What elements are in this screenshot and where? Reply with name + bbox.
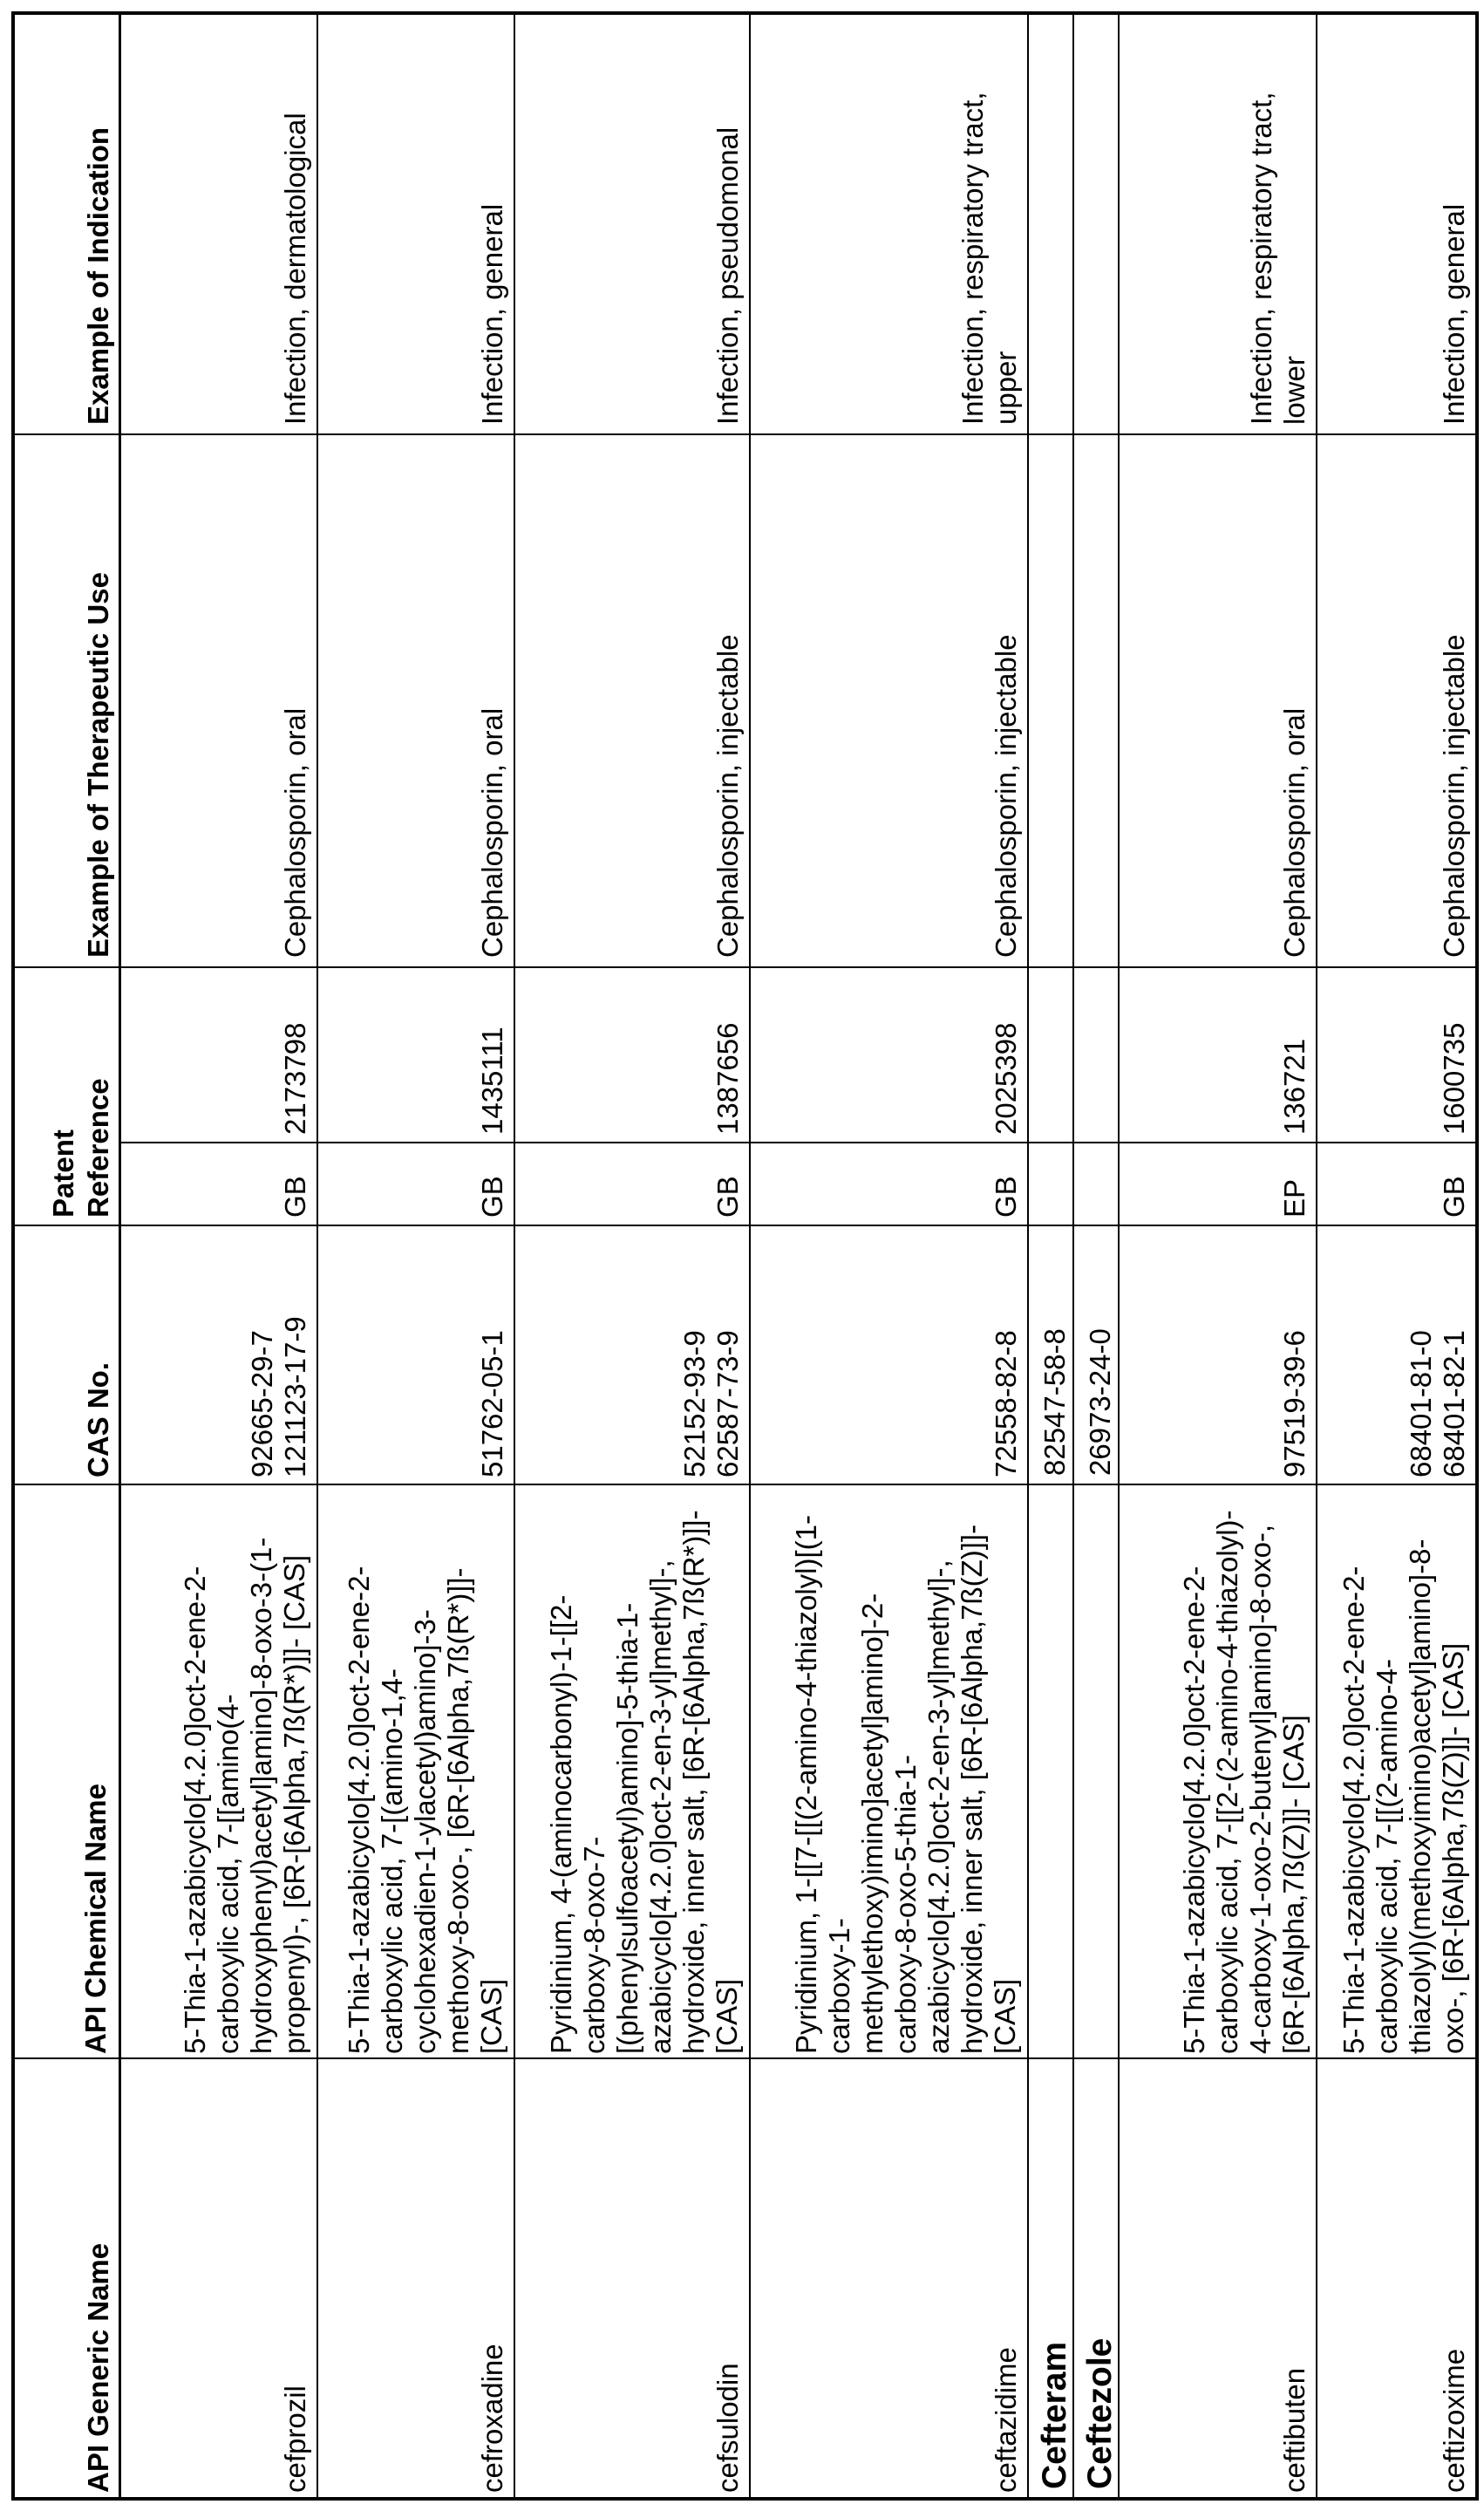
chemical-name-line: carboxylic acid, 7-[[amino(4-: [212, 1694, 244, 2054]
chemical-name-line: propenyl)-, [6R-[6Alpha,7ß(R*)]]- [CAS]: [278, 1554, 310, 2054]
patent-number-cell: 136721: [1119, 967, 1317, 1143]
indication-cell: Infection, dermatological: [119, 13, 317, 434]
indication-cell: Infection, respiratory tract, upper: [750, 13, 1028, 434]
table-row-ceftibuten: [1119, 13, 1317, 2499]
chemical-name-line: carboxy-1-: [823, 1918, 855, 2054]
patent-number-cell: 1600735: [1317, 967, 1477, 1143]
header-patent-reference-line: Patent: [46, 1129, 79, 1218]
table-row-ceftezole: [1073, 13, 1119, 2499]
chemical-name-cell: [1317, 1484, 1477, 2058]
table-row-ceftizoxime: [1317, 13, 1477, 2499]
generic-name-cell: cefsulodin: [514, 2058, 750, 2499]
cas-number: 52152-93-9: [678, 1330, 711, 1477]
generic-name-cell: cefprozil: [119, 2058, 317, 2499]
chemical-name-line: [CAS]: [989, 1978, 1021, 2054]
header-indication: Example of Indication: [13, 13, 119, 434]
header-generic-name: API Generic Name: [13, 2058, 119, 2499]
table-row-cefsulodin: [514, 13, 750, 2499]
chemical-name-line: hydroxyphenyl)acetyl]amino]-8-oxo-3-(1-: [245, 1537, 277, 2054]
cas-number: 62587-73-9: [711, 1330, 744, 1477]
cas-number: 26973-24-0: [1084, 1328, 1116, 1476]
api-data-table: [11, 11, 1479, 2501]
header-chemical-name: API Chemical Name: [13, 1484, 119, 2058]
table-row-ceftazidime: [750, 13, 1028, 2499]
cas-number-cell: [1119, 1225, 1317, 1484]
patent-number-cell: 2025398: [750, 967, 1028, 1143]
generic-name-cell: Cefteram: [1028, 2058, 1073, 2499]
cas-number-cell: [317, 1225, 514, 1484]
chemical-name-cell: [317, 1484, 514, 2058]
patent-country-cell: EP: [1119, 1143, 1317, 1225]
chemical-name-cell: [1073, 1484, 1119, 2058]
chemical-name-cell: [514, 1484, 750, 2058]
table-row-cefteram: [1028, 13, 1073, 2499]
chemical-name-line: Pyridinium, 1-[[7-[[(2-amino-4-thiazolyl)[(1-: [790, 1515, 822, 2054]
chemical-name-line: azabicyclo[4.2.0]oct-2-en-3-yl]methyl]-,: [922, 1559, 955, 2054]
generic-name-cell: ceftibuten: [1119, 2058, 1317, 2499]
indication-cell: [1073, 13, 1119, 434]
chemical-name-line: oxo-, [6R-[6Alpha,7ß(Z)]]- [CAS]: [1437, 1642, 1469, 2054]
chemical-name-line: 4-carboxy-1-oxo-2-butenyl]amino]-8-oxo-,: [1244, 1524, 1276, 2054]
chemical-name-cell: [1119, 1484, 1317, 2058]
chemical-name-cell: [1028, 1484, 1073, 2058]
chemical-name-line: thiazolyl)(methoxyimino)acetyl]amino]-8-: [1404, 1539, 1436, 2054]
chemical-name-cell: [750, 1484, 1028, 2058]
patent-number-cell: [1073, 967, 1119, 1143]
indication-cell: Infection, respiratory tract, lower: [1119, 13, 1317, 434]
patent-country-cell: GB: [1317, 1143, 1477, 1225]
chemical-name-line: methylethoxy)imino]acetyl]amino]-2-: [856, 1593, 888, 2054]
patent-country-cell: GB: [119, 1143, 317, 1225]
chemical-name-cell: [119, 1484, 317, 2058]
patent-country-cell: [1028, 1143, 1073, 1225]
therapeutic-use-cell: Cephalosporin, injectable: [514, 434, 750, 967]
cas-number: 72558-82-8: [990, 1330, 1022, 1477]
chemical-name-line: carboxylic acid, 7-[[(2-amino-4-: [1371, 1659, 1403, 2054]
indication-cell: Infection, pseudomonal: [514, 13, 750, 434]
cas-number: 51762-05-1: [476, 1330, 508, 1477]
patent-number-cell: [1028, 967, 1073, 1143]
patent-country-cell: GB: [317, 1143, 514, 1225]
chemical-name-line: [(phenylsulfoacetyl)amino]-5-thia-1-: [611, 1602, 643, 2054]
chemical-name-line: 5-Thia-1-azabicyclo[4.2.0]oct-2-ene-2-: [343, 1566, 375, 2054]
chemical-name-line: carboxylic acid, 7-[[2-(2-amino-4-thiazolyl)-: [1211, 1510, 1243, 2054]
cas-number: 97519-39-6: [1278, 1330, 1310, 1477]
patent-number-cell: 2173798: [119, 967, 317, 1143]
table-row-cefroxadine: [317, 13, 514, 2499]
patent-number-cell: 1435111: [317, 967, 514, 1143]
chemical-name-line: [CAS]: [711, 1978, 743, 2054]
therapeutic-use-cell: [1028, 434, 1073, 967]
chemical-name-line: methoxy-8-oxo-, [6R-[6Alpha,7ß(R*)]]-: [442, 1567, 474, 2054]
therapeutic-use-cell: [1073, 434, 1119, 967]
chemical-name-line: 5-Thia-1-azabicyclo[4.2.0]oct-2-ene-2-: [179, 1566, 211, 2054]
generic-name-cell: Ceftezole: [1073, 2058, 1119, 2499]
header-patent-reference-line: Reference: [81, 1078, 114, 1218]
therapeutic-use-cell: Cephalosporin, oral: [119, 434, 317, 967]
cas-number-cell: [1028, 1225, 1073, 1484]
therapeutic-use-cell: Cephalosporin, oral: [1119, 434, 1317, 967]
generic-name-cell: cefroxadine: [317, 2058, 514, 2499]
indication-cell: Infection, general: [1317, 13, 1477, 434]
chemical-name-line: hydroxide, inner salt, [6R-[6Alpha,7ß(Z)]]-: [956, 1524, 988, 2054]
chemical-name-line: carboxy-8-oxo-5-thia-1-: [889, 1755, 922, 2054]
chemical-name-line: carboxy-8-oxo-7-: [578, 1836, 610, 2054]
generic-name-cell: ceftazidime: [750, 2058, 1028, 2499]
chemical-name-line: [CAS]: [475, 1978, 507, 2054]
chemical-name-line: cyclohexadien-1-ylacetyl)amino]-3-: [409, 1609, 441, 2054]
patent-country-cell: [1073, 1143, 1119, 1225]
chemical-name-line: 5-Thia-1-azabicyclo[4.2.0]oct-2-ene-2-: [1178, 1566, 1210, 2054]
cas-number: 121123-17-9: [279, 1316, 311, 1477]
therapeutic-use-cell: Cephalosporin, injectable: [750, 434, 1028, 967]
cas-number: 82547-58-8: [1038, 1328, 1071, 1476]
generic-name-cell: ceftizoxime: [1317, 2058, 1477, 2499]
cas-number: 68401-81-0: [1405, 1330, 1437, 1477]
cas-number: 68401-82-1: [1438, 1330, 1470, 1477]
header-patent-reference: [13, 967, 119, 1225]
patent-country-cell: GB: [514, 1143, 750, 1225]
cas-number-cell: [1073, 1225, 1119, 1484]
chemical-name-line: 5-Thia-1-azabicyclo[4.2.0]oct-2-ene-2-: [1338, 1566, 1370, 2054]
chemical-name-line: [6R-[6Alpha,7ß(Z)]]- [CAS]: [1277, 1715, 1310, 2054]
indication-cell: Infection, general: [317, 13, 514, 434]
patent-country-cell: GB: [750, 1143, 1028, 1225]
cas-number-cell: [750, 1225, 1028, 1484]
cas-number-cell: [514, 1225, 750, 1484]
rotated-table-wrapper: [11, 15, 1475, 2501]
chemical-name-line: Pyridinium, 4-(aminocarbonyl)-1-[[2-: [545, 1594, 577, 2054]
cas-number-cell: [1317, 1225, 1477, 1484]
header-cas-no: CAS No.: [13, 1225, 119, 1484]
chemical-name-line: carboxylic acid, 7-[(amino-1,4-: [376, 1668, 408, 2054]
therapeutic-use-cell: Cephalosporin, oral: [317, 434, 514, 967]
header-row: [13, 13, 119, 2499]
cas-number-cell: [119, 1225, 317, 1484]
chemical-name-line: hydroxide, inner salt, [6R-[6Alpha,7ß(R*)]]-: [677, 1510, 710, 2054]
table-row-cefprozil: [119, 13, 317, 2499]
patent-number-cell: 1387656: [514, 967, 750, 1143]
cas-number: 92665-29-7: [246, 1330, 278, 1477]
header-therapeutic-use: Example of Therapeutic Use: [13, 434, 119, 967]
therapeutic-use-cell: Cephalosporin, injectable: [1317, 434, 1477, 967]
chemical-name-line: azabicyclo[4.2.0]oct-2-en-3-yl]methyl]-,: [644, 1559, 677, 2054]
indication-cell: [1028, 13, 1073, 434]
